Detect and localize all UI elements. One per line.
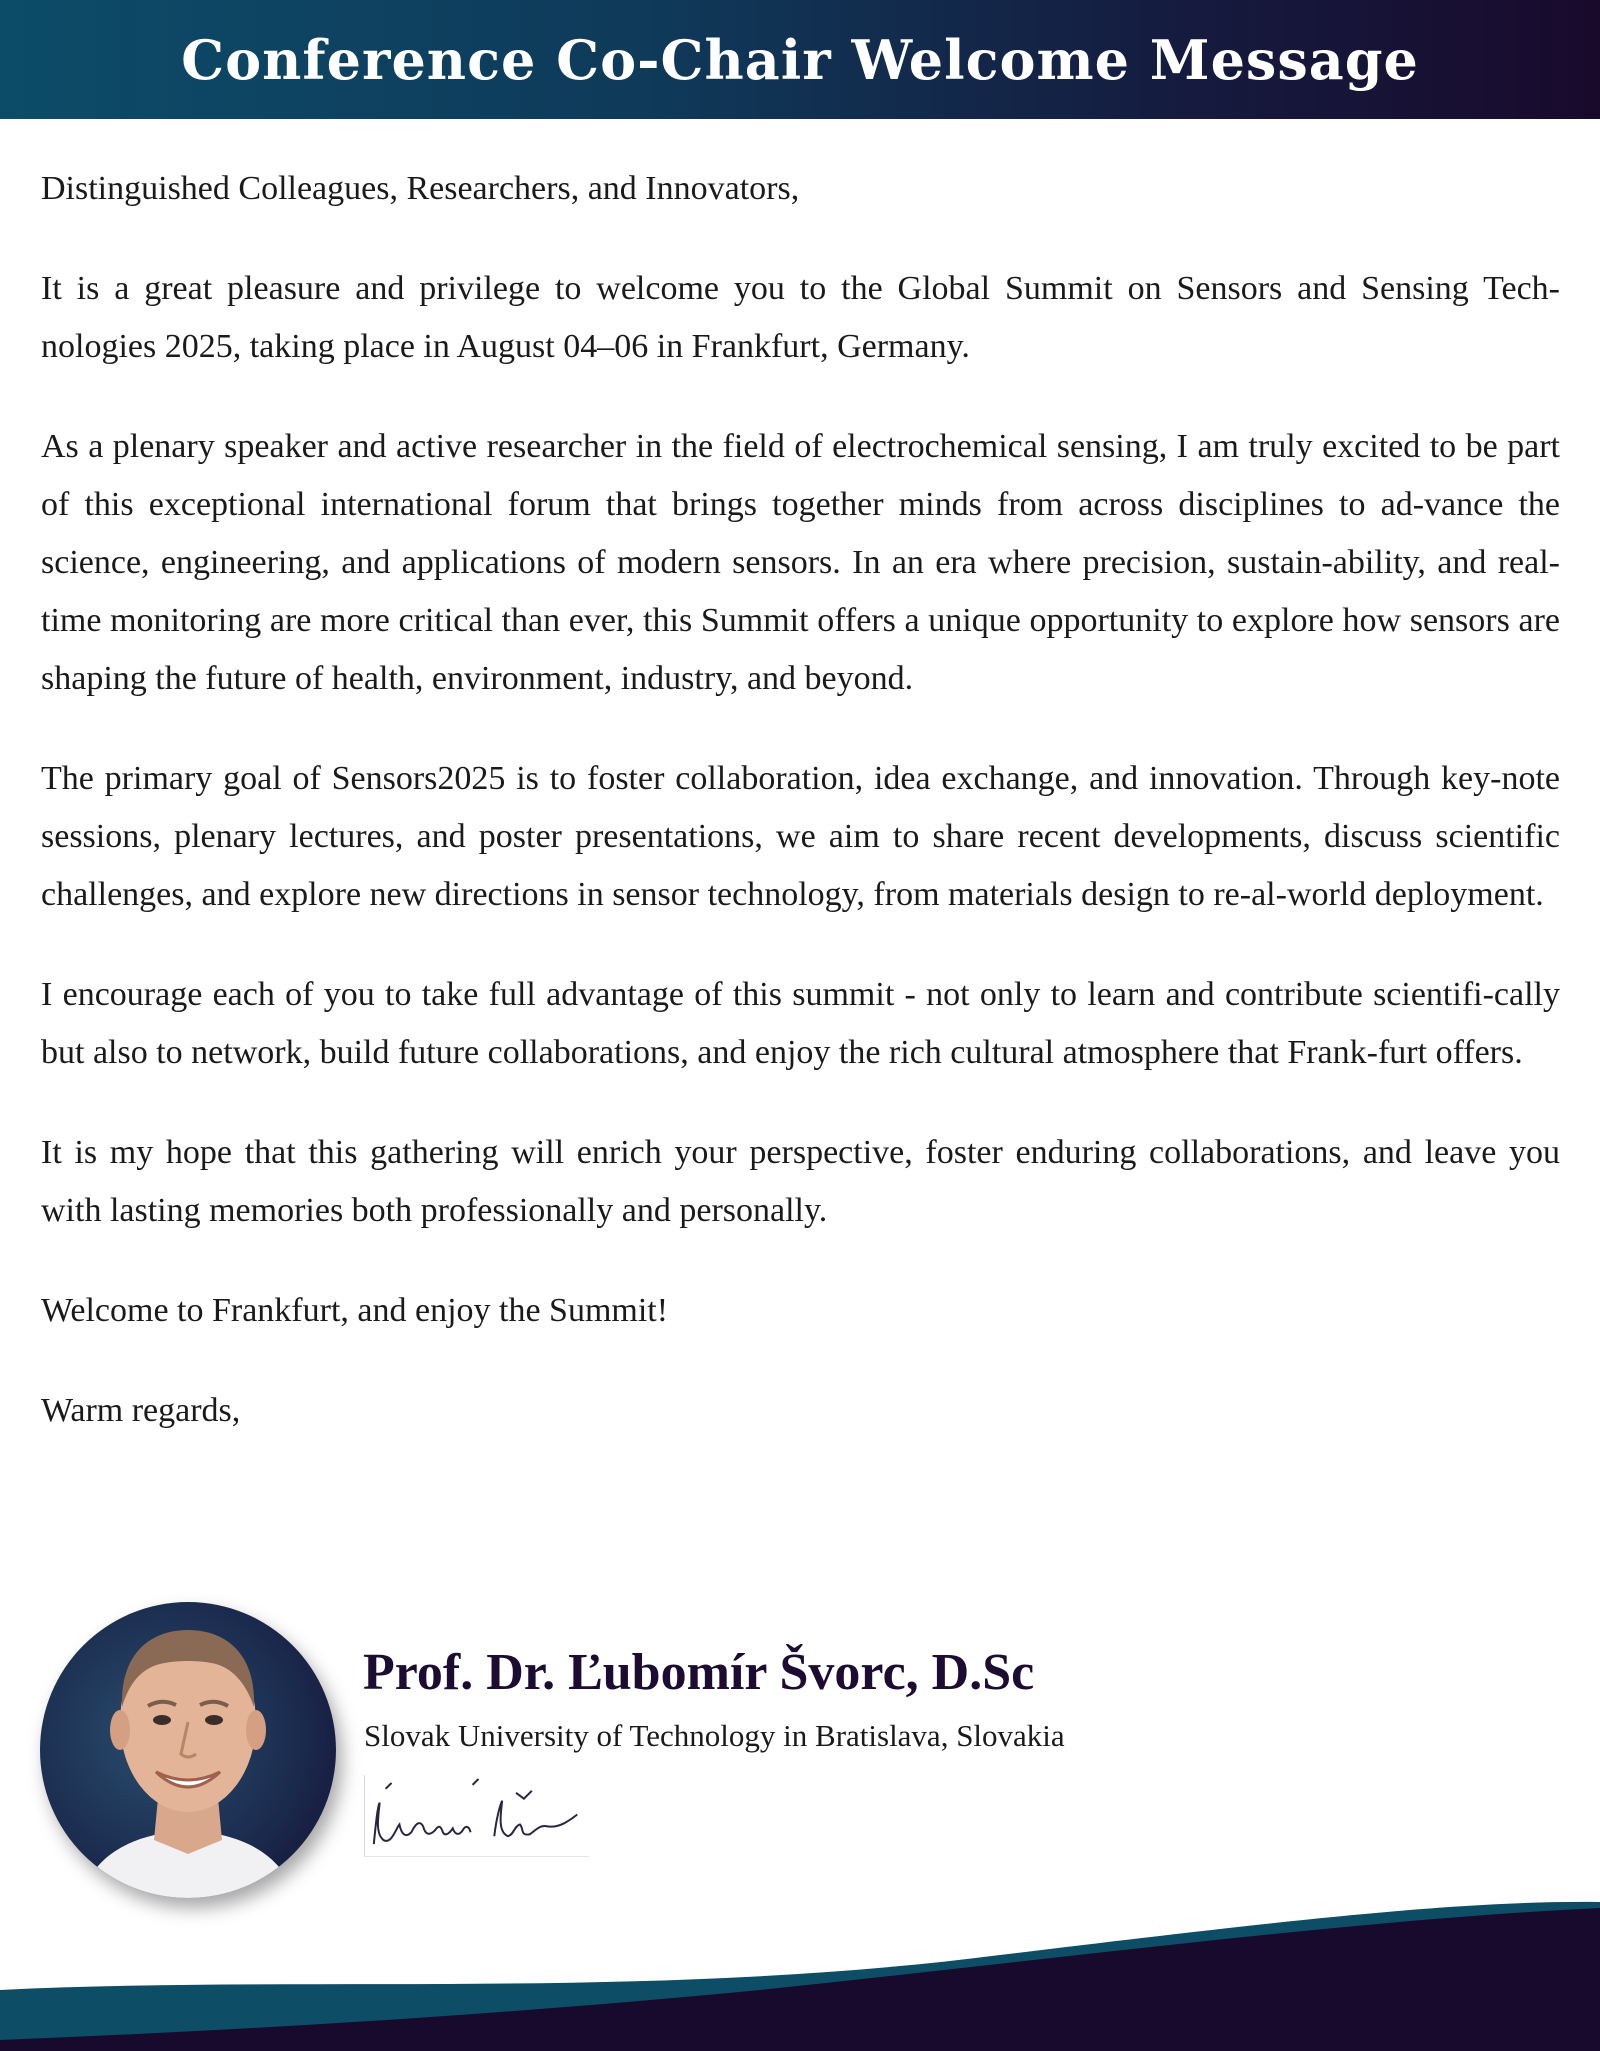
wave-decoration bbox=[0, 1880, 1600, 2051]
page-title: Conference Co-Chair Welcome Message bbox=[181, 27, 1419, 92]
paragraph: It is my hope that this gathering will enrich your perspective, foster enduring collaborations, and leave you with lasting memories both professionally and personally. bbox=[41, 1134, 1560, 1229]
paragraph: I encourage each of you to take full advantage of this summit - not only to learn and contribute scientifi-cally but also to network, build future collaborations, and enjoy the rich cultural atmosphere that Frank-furt offers. bbox=[41, 976, 1560, 1071]
paragraph: As a plenary speaker and active researcher in the field of electrochemical sensing, I am truly excited to be part of this exceptional international forum that brings together minds from across disciplines to ad-vance the science, engineering, and applications of modern sensors. In an era where precision, sustain-ability, and real-time monitoring are more critical than ever, this Summit offers a unique opportunity to explore how sensors are shaping the future of health, environment, industry, and beyond. bbox=[41, 428, 1560, 697]
paragraph: The primary goal of Sensors2025 is to foster collaboration, idea exchange, and innovation. Through key-note sessions, plenary lectures, and poster presentations, we aim to share recent developments, discuss scientific challenges, and explore new directions in sensor technology, from materials design to re-al-world deployment. bbox=[41, 760, 1560, 913]
letter-body bbox=[41, 160, 1560, 1482]
signer-affiliation: Slovak University of Technology in Bratislava, Slovakia bbox=[364, 1718, 1065, 1753]
signoff: Warm regards, bbox=[41, 1392, 241, 1429]
header-banner bbox=[0, 0, 1600, 119]
handwritten-signature bbox=[364, 1775, 589, 1857]
signer-name: Prof. Dr. Ľubomír Švorc, D.Sc bbox=[363, 1644, 1035, 1701]
portrait-image bbox=[40, 1602, 336, 1898]
salutation: Distinguished Colleagues, Researchers, and Innovators, bbox=[41, 170, 800, 207]
footer-wave bbox=[0, 1880, 1600, 2051]
signature-image bbox=[365, 1775, 589, 1856]
avatar bbox=[40, 1602, 336, 1898]
paragraph: It is a great pleasure and privilege to welcome you to the Global Summit on Sensors and Sensing Tech-nologies 2025, taking place in August 04–06 in Frankfurt, Germany. bbox=[41, 270, 1560, 365]
closing: Welcome to Frankfurt, and enjoy the Summit! bbox=[41, 1292, 669, 1329]
